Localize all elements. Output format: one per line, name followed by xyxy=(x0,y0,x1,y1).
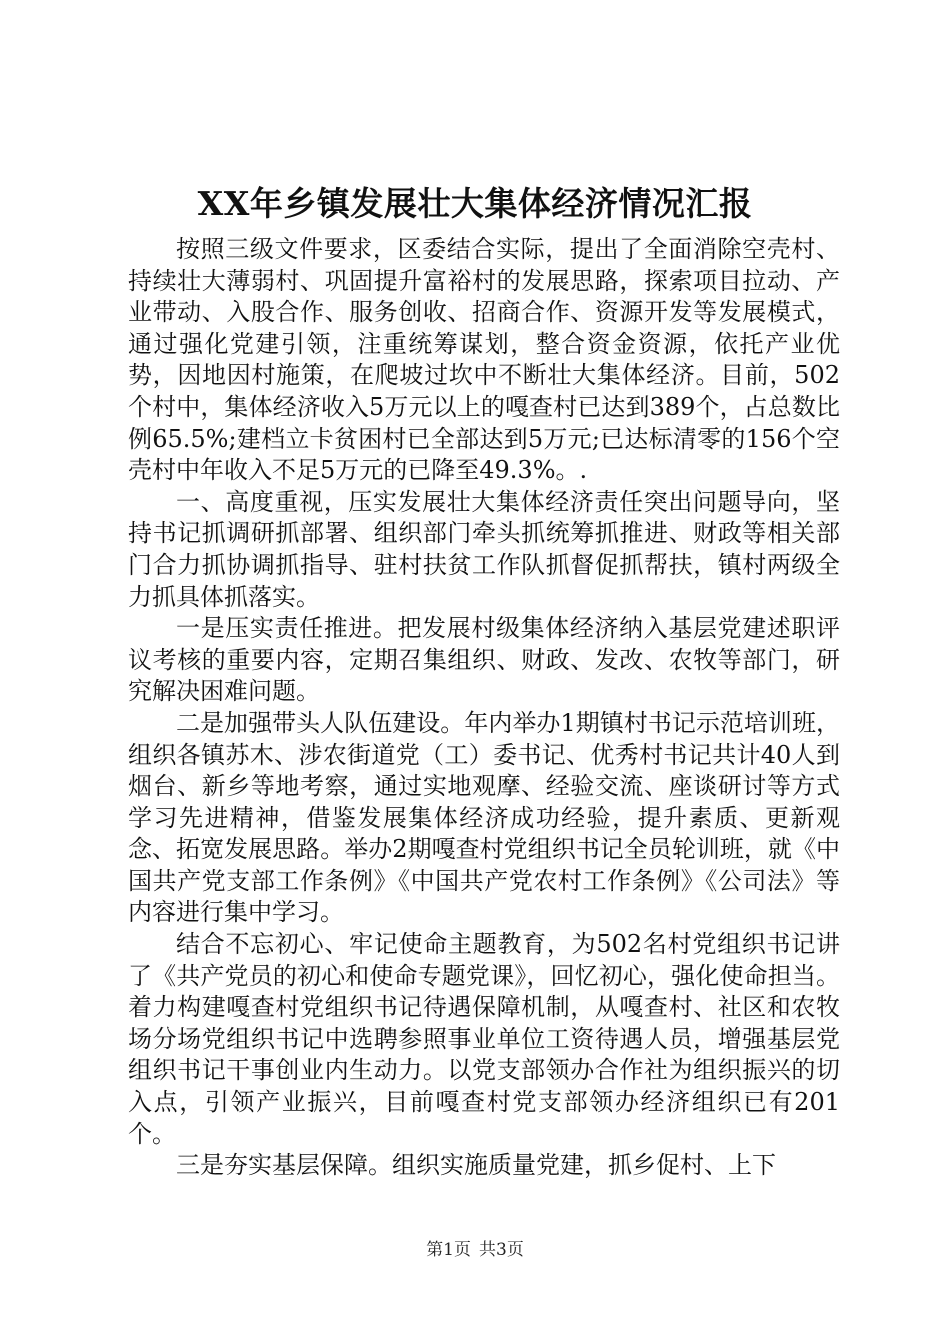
paragraph-intro: 按照三级文件要求，区委结合实际，提出了全面消除空壳村、持续壮大薄弱村、巩固提升富裕村的发展思路，探索项目拉动、产业带动、入股合作、服务创收、招商合作、资源开发等发展模式，通过强化党建引领，注重统筹谋划，整合资金资源，依托产业优势，因地因村施策，在爬坡过坎中不断壮大集体经济。目前，502个村中，集体经济收入5万元以上的嘎查村已达到389个，占总数比例65.5%;建档立卡贫困村已全部达到5万元;已达标清零的156个空壳村中年收入不足5万元的已降至49.3%。. xyxy=(128,235,840,485)
paragraph-theme-education: 结合不忘初心、牢记使命主题教育，为502名村党组织书记讲了《共产党员的初心和使命专题党课》，回忆初心，强化使命担当。着力构建嘎查村党组织书记待遇保障机制，从嘎查村、社区和农牧场分场党组织书记中选聘参照事业单位工资待遇人员，增强基层党组织书记干事创业内生动力。以党支部领办合作社为组织振兴的切入点，引领产业振兴，目前嘎查村党支部领办经济组织已有201个。 xyxy=(128,930,840,1148)
paragraph-point-two: 二是加强带头人队伍建设。年内举办1期镇村书记示范培训班，组织各镇苏木、涉农街道党（工）委书记、优秀村书记共计40人到烟台、新乡等地考察，通过实地观摩、经验交流、座谈研讨等方式学习先进精神，借鉴发展集体经济成功经验，提升素质、更新观念、拓宽发展思路。举办2期嘎查村党组织书记全员轮训班，就《中国共产党支部工作条例》《中国共产党农村工作条例》《公司法》等内容进行集中学习。 xyxy=(128,708,840,927)
page-footer xyxy=(0,1238,950,1262)
paragraph-point-one: 一是压实责任推进。把发展村级集体经济纳入基层党建述职评议考核的重要内容，定期召集组织、财政、发改、农牧等部门，研究解决困难问题。 xyxy=(128,614,840,706)
paragraph-section-one: 一、高度重视，压实发展壮大集体经济责任突出问题导向，坚持书记抓调研抓部署、组织部门牵头抓统筹抓推进、财政等相关部门合力抓协调抓指导、驻村扶贫工作队抓督促抓帮扶，镇村两级全力抓具体抓落实。 xyxy=(128,487,840,611)
page-number-current: 第1页 xyxy=(426,1240,471,1260)
paragraph-point-three: 三是夯实基层保障。组织实施质量党建，抓乡促村、上下 xyxy=(176,1151,776,1180)
page-number-total: 共3页 xyxy=(479,1240,524,1260)
document-title: XX年乡镇发展壮大集体经济情况汇报 xyxy=(197,184,753,223)
document-body xyxy=(128,234,840,1182)
